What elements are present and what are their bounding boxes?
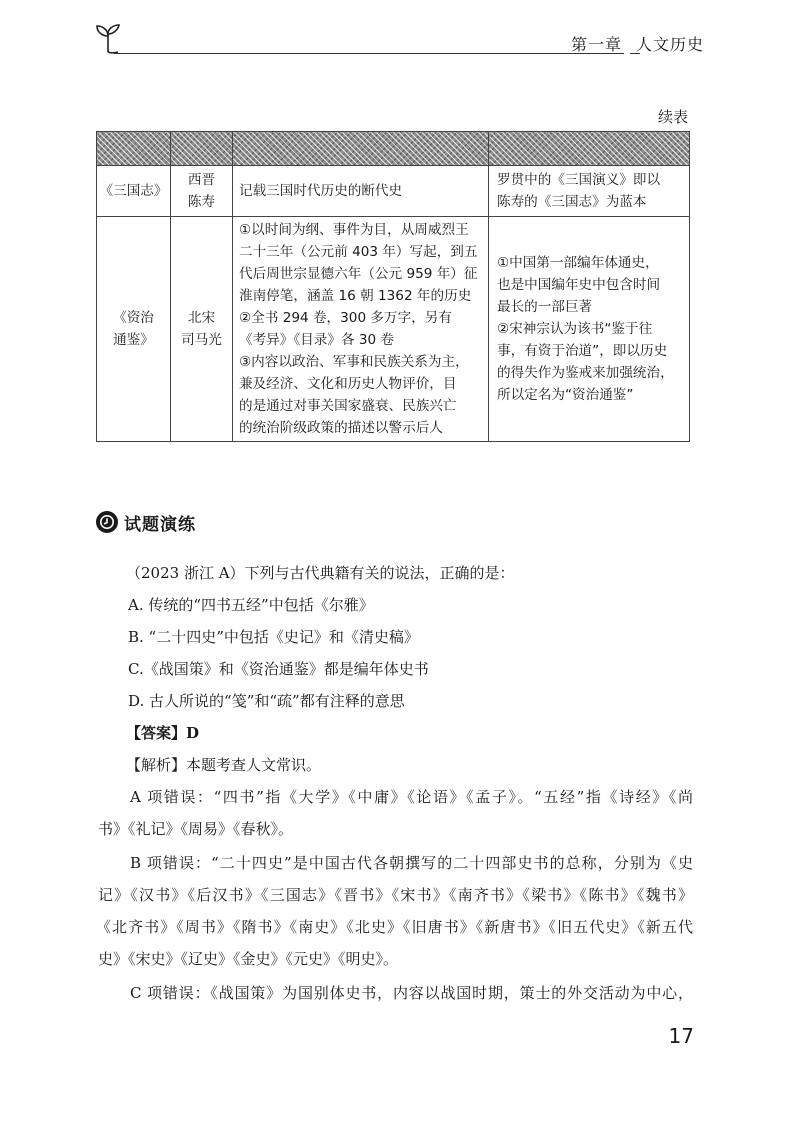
running-header	[92, 22, 704, 62]
author-line: 司马光	[181, 332, 222, 348]
notes-line: 所以定名为“资治通鉴”	[497, 387, 634, 403]
answer-label: 【答案】	[126, 724, 187, 742]
answer-line	[126, 722, 199, 743]
content-line: 《考异》《目录》各 30 卷	[239, 332, 395, 348]
chapter-number: 第一章	[570, 35, 622, 54]
notes-line: 也是中国编年史中包含时间	[497, 277, 661, 293]
analysis-intro: 本题考查人文常识。	[186, 756, 322, 774]
option-b: B. “二十四史”中包括《史记》和《清史稿》	[128, 628, 419, 646]
header-cell-content	[233, 132, 489, 166]
notes-line: 事，有资于治道”，即以历史	[497, 343, 668, 359]
book-name: 《三国志》	[99, 183, 168, 199]
clock-icon	[96, 511, 118, 533]
analysis-paragraph-line: 史》《宋史》《辽史》《金史》《元史》《明史》。	[98, 950, 399, 968]
book-name-line: 《资治	[113, 310, 154, 326]
option-c: C.《战国策》和《资治通鉴》都是编年体史书	[128, 660, 429, 678]
content-line: ②全书 294 卷，300 多万字，另有	[239, 310, 452, 326]
author-line: 西晋	[187, 172, 216, 188]
book-name-cell	[97, 166, 171, 217]
content-cell	[233, 166, 489, 217]
analysis-line	[126, 754, 321, 775]
history-books-table	[96, 131, 690, 442]
continued-table-label: 续表	[657, 108, 688, 126]
book-name-line: 通鉴》	[113, 332, 154, 348]
answer-value: D	[186, 724, 200, 742]
analysis-paragraph-line: C 项错误：《战国策》为国别体史书，内容以战国时期，策士的外交活动为中心，	[130, 984, 693, 1002]
content-cell	[233, 217, 489, 442]
chapter-title	[571, 32, 704, 55]
author-line: 北宋	[187, 310, 216, 326]
analysis-label: 【解析】	[126, 756, 187, 774]
content-line: 的是通过对事关国家盛衰、民族兴亡	[239, 398, 457, 414]
table-row	[97, 217, 690, 442]
book-name-cell	[97, 217, 171, 442]
author-line: 陈寿	[187, 194, 216, 210]
author-cell	[171, 166, 233, 217]
content-line: 代后周世宗显德六年（公元 959 年）征	[239, 266, 478, 282]
table-row	[97, 166, 690, 217]
notes-line: 的得失作为鉴戒来加强统治，	[497, 365, 674, 381]
chapter-name: 人文历史	[635, 35, 704, 54]
question-stem: （2023 浙江 A）下列与古代典籍有关的说法，正确的是：	[126, 564, 515, 582]
option-a: A. 传统的“四书五经”中包括《尔雅》	[128, 596, 374, 614]
header-cell-author	[171, 132, 233, 166]
notes-line: 陈寿的《三国志》为蓝本	[497, 194, 647, 210]
header-rule	[114, 53, 624, 54]
analysis-paragraph-line: 书》《礼记》《周易》《春秋》。	[98, 820, 294, 838]
content-line: 的统治阶级政策的描述以警示后人	[239, 420, 443, 436]
analysis-paragraph-line: 《北齐书》《周书》《隋书》《南史》《北史》《旧唐书》《新唐书》《旧五代史》《新五代	[96, 918, 693, 936]
header-cell-notes	[489, 132, 690, 166]
section-heading	[96, 509, 196, 535]
section-title: 试题演练	[124, 514, 196, 535]
analysis-paragraph-line: 记》《汉书》《后汉书》《三国志》《晋书》《宋书》《南齐书》《梁书》《陈书》《魏书》	[98, 886, 693, 904]
analysis-paragraph-line: A 项错误：“四书”指《大学》《中庸》《论语》《孟子》。“五经”指《诗经》《尚	[130, 788, 693, 806]
author-cell	[171, 217, 233, 442]
content-line: 兼及经济、文化和历史人物评价，目	[239, 376, 457, 392]
analysis-paragraph-line: B 项错误：“二十四史”是中国古代各朝撰写的二十四部史书的总称，分别为《史	[130, 854, 693, 872]
notes-cell	[489, 217, 690, 442]
notes-line: ①中国第一部编年体通史，	[497, 255, 659, 271]
content-line: ③内容以政治、军事和民族关系为主，	[239, 354, 469, 370]
notes-line: 罗贯中的《三国演义》即以	[497, 172, 661, 188]
content-line: 记载三国时代历史的断代史	[239, 183, 403, 199]
content-line: 二十三年（公元前 403 年）写起，到五	[239, 244, 478, 260]
header-cell-name	[97, 132, 171, 166]
notes-line: 最长的一部巨著	[497, 299, 593, 315]
notes-cell	[489, 166, 690, 217]
table-header-row	[97, 132, 690, 166]
content-line: 淮南停笔，涵盖 16 朝 1362 年的历史	[239, 288, 472, 304]
option-d: D. 古人所说的“笺”和“疏”都有注释的意思	[128, 692, 405, 710]
notes-line: ②宋神宗认为该书“鉴于往	[497, 321, 653, 337]
sprout-icon	[92, 22, 124, 54]
content-line: ①以时间为纲、事件为目，从周威烈王	[239, 222, 469, 238]
page-number: 17	[668, 1024, 694, 1048]
